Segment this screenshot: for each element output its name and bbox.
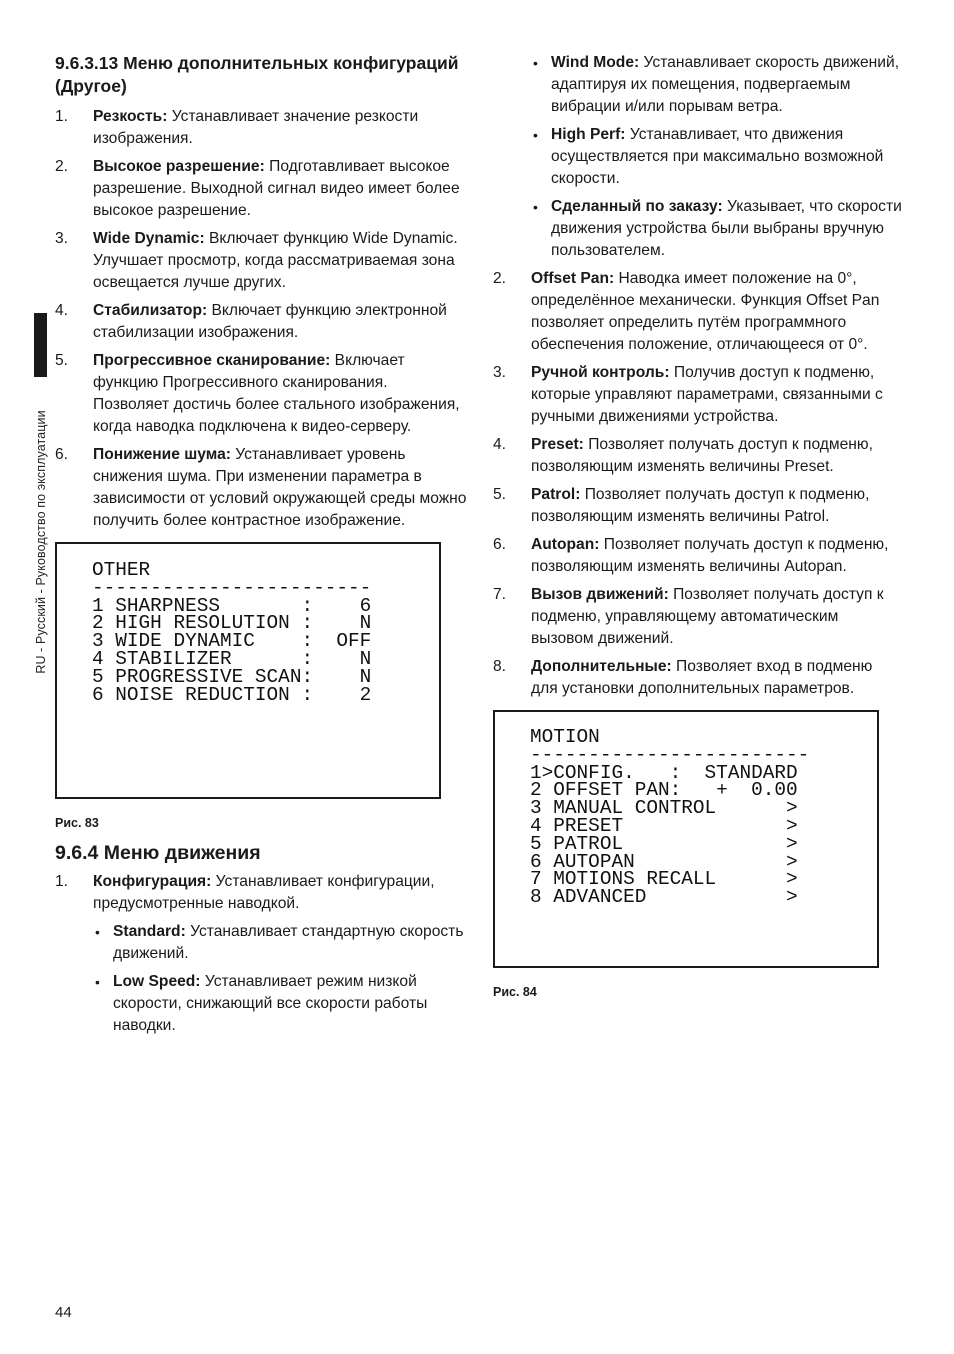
figure-caption: Рис. 84 xyxy=(493,985,537,999)
bullet-text: Устанавливает режим низкой скорости, снижающий все скорости работы наводки. xyxy=(113,973,428,1034)
item-term: Wide Dynamic: xyxy=(93,230,205,247)
item-number: 7. xyxy=(493,586,507,603)
item-number: 1. xyxy=(55,108,69,125)
osd-line: OTHER xyxy=(92,559,151,581)
osd-line: 8 ADVANCED > xyxy=(530,886,798,909)
item-term: Понижение шума: xyxy=(93,446,231,463)
osd-motion-menu-figure xyxy=(493,710,879,968)
item-number: 8. xyxy=(493,658,507,675)
item-term: Вызов движений: xyxy=(531,586,669,603)
item-number: 5. xyxy=(493,486,507,503)
item-term: Ручной контроль: xyxy=(531,364,670,381)
list-item xyxy=(55,106,467,150)
list-item xyxy=(55,300,467,344)
item-term: Высокое разрешение: xyxy=(93,158,265,175)
item-text: Включает функцию Wide Dynamic. Улучшает просмотр, когда рассматриваемая зона освещается лучше других. xyxy=(93,230,458,291)
osd-line: 5 PROGRESSIVE SCAN: N xyxy=(92,665,372,688)
item-text: Включает функцию Прогрессивного сканирования. Позволяет достичь более стального изображения, когда наводка подключена к видео-серверу. xyxy=(93,352,460,435)
bullet-item xyxy=(531,124,903,190)
osd-line: 7 MOTIONS RECALL > xyxy=(530,868,798,891)
osd-line: ------------------------ xyxy=(530,743,810,766)
item-text: Позволяет получать доступ к подменю, позволяющим изменять величины Autopan. xyxy=(531,536,889,575)
list-item xyxy=(55,350,467,438)
bullet-text: Указывает, что скорости движения устройства были выбраны вручную пользователем. xyxy=(551,198,902,259)
bullet-text: Устанавливает, что движения осуществляется при максимально возможной скорости. xyxy=(551,126,884,187)
osd-line: 2 HIGH RESOLUTION : N xyxy=(92,612,372,635)
item-number: 3. xyxy=(493,364,507,381)
item-number: 2. xyxy=(55,158,69,175)
left-column xyxy=(55,52,467,1043)
bullet-text: Устанавливает скорость движений, адаптируя их помещения, подвергаемым вибрации и/или порывам ветра. xyxy=(551,54,900,115)
motion-menu-list-continued xyxy=(493,268,903,700)
item-text: Позволяет получать доступ к подменю, управляющему автоматическим вызовом движений. xyxy=(531,586,884,647)
list-item xyxy=(493,434,903,478)
list-item xyxy=(55,871,467,1037)
item-term: Offset Pan: xyxy=(531,270,615,287)
item-term: Autopan: xyxy=(531,536,600,553)
item-text: Устанавливает значение резкости изображения. xyxy=(93,108,419,147)
item-number: 2. xyxy=(493,270,507,287)
bullet-term: High Perf: xyxy=(551,126,626,143)
list-item xyxy=(55,228,467,294)
osd-line: 4 STABILIZER : N xyxy=(92,647,372,670)
item-number: 4. xyxy=(493,436,507,453)
bullet-text: Устанавливает стандартную скорость движений. xyxy=(113,923,464,962)
bullet-item xyxy=(93,921,467,965)
item-number: 6. xyxy=(55,446,69,463)
bullet-item xyxy=(531,196,903,262)
osd-line: 3 MANUAL CONTROL > xyxy=(530,797,798,820)
item-text: Позволяет получать доступ к подменю, позволяющим изменять величины Preset. xyxy=(531,436,873,475)
bullet-term: Standard: xyxy=(113,923,186,940)
heading-motion-menu: 9.6.4 Меню движения xyxy=(55,842,261,864)
bullet-term: Сделанный по заказу: xyxy=(551,198,723,215)
item-text: Устанавливает конфигурации, предусмотренные наводкой. xyxy=(93,873,435,912)
item-number: 3. xyxy=(55,230,69,247)
heading-other-menu: 9.6.3.13 Меню дополнительных конфигураций (Другое) xyxy=(55,53,459,96)
item-number: 1. xyxy=(55,873,69,890)
osd-line: 1>CONFIG. : STANDARD xyxy=(530,761,798,784)
list-item xyxy=(493,584,903,650)
item-text: Включает функцию электронной стабилизации изображения. xyxy=(93,302,447,341)
list-item xyxy=(55,444,467,532)
osd-line: ------------------------ xyxy=(92,576,372,599)
item-text: Устанавливает уровень снижения шума. При изменении параметра в зависимости от условий окружающей среды можно получить более контрастное изображение. xyxy=(93,446,467,529)
config-bullet-list xyxy=(93,921,467,1037)
item-number: 6. xyxy=(493,536,507,553)
item-number: 5. xyxy=(55,352,69,369)
page-number: 44 xyxy=(55,1304,72,1321)
figure-caption: Рис. 83 xyxy=(55,816,99,830)
item-term: Patrol: xyxy=(531,486,581,503)
item-term: Дополнительные: xyxy=(531,658,672,675)
side-label: RU - Русский - Руководство по эксплуатации xyxy=(34,410,48,674)
bullet-item xyxy=(531,52,903,118)
item-text: Получив доступ к подменю, которые управляют параметрами, связанными с ручными движениями устройства. xyxy=(531,364,883,425)
osd-line: 2 OFFSET PAN: + 0.00 xyxy=(530,779,798,802)
osd-line: 5 PATROL > xyxy=(530,832,798,855)
item-term: Стабилизатор: xyxy=(93,302,208,319)
bullet-term: Wind Mode: xyxy=(551,54,640,71)
osd-line: 1 SHARPNESS : 6 xyxy=(92,594,372,617)
osd-other-menu-figure xyxy=(55,542,441,799)
item-text: Подготавливает высокое разрешение. Выходной сигнал видео имеет более высокое разрешение. xyxy=(93,158,460,219)
right-column xyxy=(493,52,903,1011)
list-item xyxy=(493,656,903,700)
side-tab-marker xyxy=(34,313,47,377)
item-term: Прогрессивное сканирование: xyxy=(93,352,331,369)
motion-menu-list xyxy=(55,871,467,1037)
item-term: Preset: xyxy=(531,436,584,453)
osd-line: MOTION xyxy=(530,726,600,748)
bullet-item xyxy=(93,971,467,1037)
list-item xyxy=(55,156,467,222)
list-item xyxy=(493,268,903,356)
osd-line: 4 PRESET > xyxy=(530,814,798,837)
list-item xyxy=(493,362,903,428)
item-text: Позволяет получать доступ к подменю, позволяющим изменять величины Patrol. xyxy=(531,486,870,525)
item-text: Наводка имеет положение на 0°, определённое механически. Функция Offset Pan позволяет определить путём программного обеспечения положение, отличающееся от 0°. xyxy=(531,270,880,353)
osd-line: 6 AUTOPAN > xyxy=(530,850,798,873)
item-term: Резкость: xyxy=(93,108,168,125)
item-text: Позволяет вход в подменю для установки дополнительных параметров. xyxy=(531,658,873,697)
list-item xyxy=(493,484,903,528)
osd-line: 3 WIDE DYNAMIC : OFF xyxy=(92,630,372,653)
list-item xyxy=(493,534,903,578)
osd-line: 6 NOISE REDUCTION : 2 xyxy=(92,683,372,706)
bullet-term: Low Speed: xyxy=(113,973,201,990)
item-number: 4. xyxy=(55,302,69,319)
config-bullet-list-continued xyxy=(531,52,903,262)
item-term: Конфигурация: xyxy=(93,873,212,890)
other-menu-list xyxy=(55,106,467,532)
